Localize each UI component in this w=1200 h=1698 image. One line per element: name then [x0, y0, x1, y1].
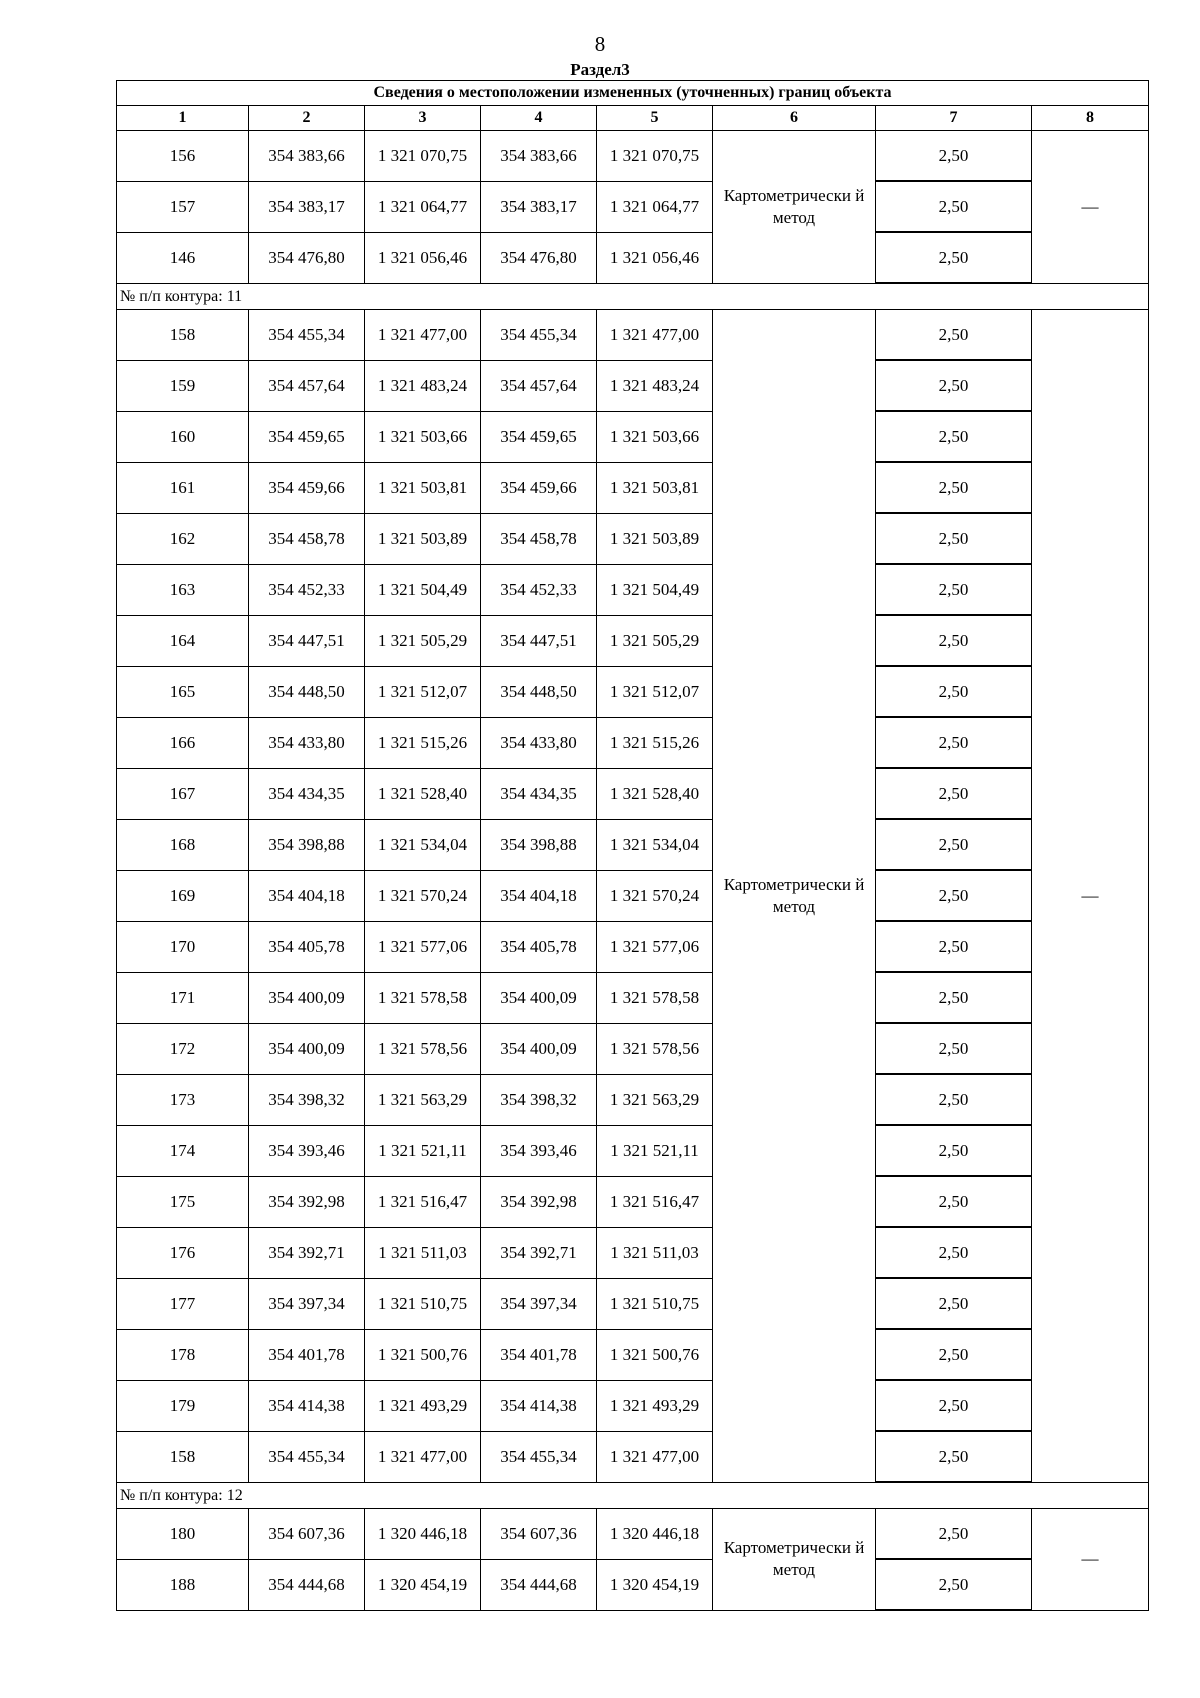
point-number-cell: 168 — [117, 819, 249, 870]
method-cell: Картометрически й метод — [713, 1509, 876, 1611]
column-8-cell: — — [1032, 310, 1149, 1483]
table-row — [117, 666, 1149, 717]
existing-y-cell: 1 321 528,40 — [365, 768, 481, 819]
refined-x-cell: 354 383,17 — [481, 181, 597, 232]
existing-x-cell: 354 392,98 — [249, 1176, 365, 1227]
column-8-cell: — — [1032, 1509, 1149, 1611]
refined-x-cell: 354 383,66 — [481, 131, 597, 182]
refined-x-cell: 354 401,78 — [481, 1329, 597, 1380]
column-header: 3 — [365, 106, 481, 131]
existing-x-cell: 354 444,68 — [249, 1559, 365, 1610]
refined-y-cell: 1 321 477,00 — [597, 310, 713, 361]
existing-x-cell: 354 459,65 — [249, 411, 365, 462]
existing-x-cell: 354 398,88 — [249, 819, 365, 870]
table-row — [117, 513, 1149, 564]
table-row — [117, 1074, 1149, 1125]
boundary-coordinates-table — [116, 80, 1149, 1611]
table-row — [117, 411, 1149, 462]
point-number-cell: 165 — [117, 666, 249, 717]
point-number-cell: 162 — [117, 513, 249, 564]
accuracy-cell: 2,50 — [876, 768, 1032, 819]
refined-x-cell: 354 452,33 — [481, 564, 597, 615]
table-row — [117, 717, 1149, 768]
column-header: 4 — [481, 106, 597, 131]
table-row — [117, 1278, 1149, 1329]
accuracy-cell: 2,50 — [876, 462, 1032, 513]
accuracy-cell: 2,50 — [876, 1023, 1032, 1074]
point-number-cell: 158 — [117, 1431, 249, 1482]
existing-x-cell: 354 405,78 — [249, 921, 365, 972]
column-header: 1 — [117, 106, 249, 131]
refined-y-cell: 1 321 503,81 — [597, 462, 713, 513]
refined-y-cell: 1 321 070,75 — [597, 131, 713, 182]
refined-y-cell: 1 321 503,66 — [597, 411, 713, 462]
existing-y-cell: 1 321 534,04 — [365, 819, 481, 870]
point-number-cell: 156 — [117, 131, 249, 182]
method-cell: Картометрически й метод — [713, 131, 876, 284]
refined-y-cell: 1 321 515,26 — [597, 717, 713, 768]
refined-x-cell: 354 433,80 — [481, 717, 597, 768]
column-header: 7 — [876, 106, 1032, 131]
existing-x-cell: 354 476,80 — [249, 232, 365, 283]
accuracy-cell: 2,50 — [876, 564, 1032, 615]
refined-y-cell: 1 321 512,07 — [597, 666, 713, 717]
table-row — [117, 819, 1149, 870]
accuracy-cell: 2,50 — [876, 1176, 1032, 1227]
existing-x-cell: 354 392,71 — [249, 1227, 365, 1278]
table-row — [117, 232, 1149, 283]
accuracy-cell: 2,50 — [876, 232, 1032, 283]
refined-x-cell: 354 459,66 — [481, 462, 597, 513]
existing-y-cell: 1 321 493,29 — [365, 1380, 481, 1431]
table-title-row — [117, 81, 1149, 106]
column-header: 8 — [1032, 106, 1149, 131]
refined-x-cell: 354 455,34 — [481, 1431, 597, 1482]
refined-y-cell: 1 320 454,19 — [597, 1559, 713, 1610]
refined-y-cell: 1 321 516,47 — [597, 1176, 713, 1227]
existing-y-cell: 1 321 477,00 — [365, 310, 481, 361]
point-number-cell: 188 — [117, 1559, 249, 1610]
existing-y-cell: 1 321 577,06 — [365, 921, 481, 972]
existing-y-cell: 1 321 516,47 — [365, 1176, 481, 1227]
point-number-cell: 157 — [117, 181, 249, 232]
existing-x-cell: 354 398,32 — [249, 1074, 365, 1125]
column-8-cell: — — [1032, 131, 1149, 284]
table-row — [117, 870, 1149, 921]
existing-x-cell: 354 400,09 — [249, 972, 365, 1023]
refined-x-cell: 354 398,32 — [481, 1074, 597, 1125]
existing-y-cell: 1 321 503,89 — [365, 513, 481, 564]
accuracy-cell: 2,50 — [876, 181, 1032, 232]
existing-y-cell: 1 321 515,26 — [365, 717, 481, 768]
refined-x-cell: 354 400,09 — [481, 1023, 597, 1074]
column-header: 6 — [713, 106, 876, 131]
column-header: 5 — [597, 106, 713, 131]
refined-y-cell: 1 321 477,00 — [597, 1431, 713, 1482]
accuracy-cell: 2,50 — [876, 1431, 1032, 1482]
table-row — [117, 1023, 1149, 1074]
refined-y-cell: 1 321 521,11 — [597, 1125, 713, 1176]
table-row — [117, 1431, 1149, 1482]
point-number-cell: 161 — [117, 462, 249, 513]
table-row — [117, 564, 1149, 615]
existing-y-cell: 1 321 503,81 — [365, 462, 481, 513]
refined-x-cell: 354 458,78 — [481, 513, 597, 564]
refined-y-cell: 1 321 578,58 — [597, 972, 713, 1023]
point-number-cell: 176 — [117, 1227, 249, 1278]
existing-x-cell: 354 607,36 — [249, 1509, 365, 1560]
existing-x-cell: 354 452,33 — [249, 564, 365, 615]
section-title: Раздел3 — [570, 60, 630, 79]
table-row — [117, 310, 1149, 361]
accuracy-cell: 2,50 — [876, 1125, 1032, 1176]
refined-x-cell: 354 607,36 — [481, 1509, 597, 1560]
existing-y-cell: 1 321 578,56 — [365, 1023, 481, 1074]
point-number-cell: 180 — [117, 1509, 249, 1560]
refined-y-cell: 1 321 510,75 — [597, 1278, 713, 1329]
existing-x-cell: 354 414,38 — [249, 1380, 365, 1431]
refined-y-cell: 1 321 577,06 — [597, 921, 713, 972]
existing-x-cell: 354 459,66 — [249, 462, 365, 513]
accuracy-cell: 2,50 — [876, 1074, 1032, 1125]
accuracy-cell: 2,50 — [876, 1278, 1032, 1329]
refined-x-cell: 354 392,98 — [481, 1176, 597, 1227]
accuracy-cell: 2,50 — [876, 360, 1032, 411]
existing-y-cell: 1 321 504,49 — [365, 564, 481, 615]
existing-x-cell: 354 383,17 — [249, 181, 365, 232]
point-number-cell: 178 — [117, 1329, 249, 1380]
refined-y-cell: 1 321 578,56 — [597, 1023, 713, 1074]
existing-y-cell: 1 321 483,24 — [365, 360, 481, 411]
refined-y-cell: 1 321 483,24 — [597, 360, 713, 411]
refined-x-cell: 354 405,78 — [481, 921, 597, 972]
existing-y-cell: 1 321 570,24 — [365, 870, 481, 921]
refined-y-cell: 1 321 563,29 — [597, 1074, 713, 1125]
refined-y-cell: 1 321 503,89 — [597, 513, 713, 564]
refined-x-cell: 354 434,35 — [481, 768, 597, 819]
point-number-cell: 160 — [117, 411, 249, 462]
table-row — [117, 1125, 1149, 1176]
accuracy-cell: 2,50 — [876, 1227, 1032, 1278]
refined-y-cell: 1 321 534,04 — [597, 819, 713, 870]
accuracy-cell: 2,50 — [876, 921, 1032, 972]
refined-x-cell: 354 457,64 — [481, 360, 597, 411]
table-row — [117, 1380, 1149, 1431]
refined-x-cell: 354 444,68 — [481, 1559, 597, 1610]
table-row — [117, 1329, 1149, 1380]
refined-y-cell: 1 321 056,46 — [597, 232, 713, 283]
refined-y-cell: 1 321 504,49 — [597, 564, 713, 615]
existing-y-cell: 1 321 505,29 — [365, 615, 481, 666]
existing-y-cell: 1 321 070,75 — [365, 131, 481, 182]
contour-label: № п/п контура: 12 — [117, 1482, 1149, 1509]
existing-y-cell: 1 321 477,00 — [365, 1431, 481, 1482]
contour-label-row — [117, 1482, 1149, 1509]
contour-label: № п/п контура: 11 — [117, 283, 1149, 310]
refined-x-cell: 354 404,18 — [481, 870, 597, 921]
existing-y-cell: 1 321 511,03 — [365, 1227, 481, 1278]
refined-x-cell: 354 448,50 — [481, 666, 597, 717]
page-number: 8 — [594, 32, 606, 56]
accuracy-cell: 2,50 — [876, 717, 1032, 768]
existing-x-cell: 354 448,50 — [249, 666, 365, 717]
accuracy-cell: 2,50 — [876, 310, 1032, 361]
accuracy-cell: 2,50 — [876, 131, 1032, 182]
existing-y-cell: 1 321 563,29 — [365, 1074, 481, 1125]
accuracy-cell: 2,50 — [876, 615, 1032, 666]
table-row — [117, 462, 1149, 513]
existing-y-cell: 1 321 578,58 — [365, 972, 481, 1023]
refined-x-cell: 354 455,34 — [481, 310, 597, 361]
point-number-cell: 177 — [117, 1278, 249, 1329]
point-number-cell: 174 — [117, 1125, 249, 1176]
point-number-cell: 159 — [117, 360, 249, 411]
contour-label-row — [117, 283, 1149, 310]
table-row — [117, 921, 1149, 972]
point-number-cell: 175 — [117, 1176, 249, 1227]
refined-y-cell: 1 321 493,29 — [597, 1380, 713, 1431]
accuracy-cell: 2,50 — [876, 1329, 1032, 1380]
existing-x-cell: 354 458,78 — [249, 513, 365, 564]
table-title: Сведения о местоположении измененных (уточненных) границ объекта — [117, 81, 1149, 106]
existing-x-cell: 354 397,34 — [249, 1278, 365, 1329]
table-row — [117, 1176, 1149, 1227]
table-row — [117, 181, 1149, 232]
existing-y-cell: 1 321 064,77 — [365, 181, 481, 232]
point-number-cell: 163 — [117, 564, 249, 615]
existing-x-cell: 354 404,18 — [249, 870, 365, 921]
existing-x-cell: 354 433,80 — [249, 717, 365, 768]
point-number-cell: 167 — [117, 768, 249, 819]
table-row — [117, 131, 1149, 182]
table-row — [117, 1559, 1149, 1610]
refined-x-cell: 354 476,80 — [481, 232, 597, 283]
table-row — [117, 972, 1149, 1023]
table-body — [117, 81, 1149, 1611]
existing-x-cell: 354 457,64 — [249, 360, 365, 411]
existing-y-cell: 1 321 503,66 — [365, 411, 481, 462]
refined-y-cell: 1 321 528,40 — [597, 768, 713, 819]
refined-y-cell: 1 321 570,24 — [597, 870, 713, 921]
existing-y-cell: 1 320 454,19 — [365, 1559, 481, 1610]
table-row — [117, 1227, 1149, 1278]
existing-x-cell: 354 455,34 — [249, 1431, 365, 1482]
existing-y-cell: 1 321 521,11 — [365, 1125, 481, 1176]
existing-x-cell: 354 400,09 — [249, 1023, 365, 1074]
existing-y-cell: 1 320 446,18 — [365, 1509, 481, 1560]
refined-y-cell: 1 320 446,18 — [597, 1509, 713, 1560]
accuracy-cell: 2,50 — [876, 870, 1032, 921]
refined-y-cell: 1 321 511,03 — [597, 1227, 713, 1278]
table-row — [117, 615, 1149, 666]
table-row — [117, 768, 1149, 819]
table-row — [117, 1509, 1149, 1560]
accuracy-cell: 2,50 — [876, 1380, 1032, 1431]
existing-x-cell: 354 401,78 — [249, 1329, 365, 1380]
refined-x-cell: 354 400,09 — [481, 972, 597, 1023]
accuracy-cell: 2,50 — [876, 666, 1032, 717]
existing-y-cell: 1 321 510,75 — [365, 1278, 481, 1329]
column-header-row — [117, 106, 1149, 131]
point-number-cell: 170 — [117, 921, 249, 972]
refined-x-cell: 354 459,65 — [481, 411, 597, 462]
point-number-cell: 166 — [117, 717, 249, 768]
existing-x-cell: 354 455,34 — [249, 310, 365, 361]
refined-x-cell: 354 392,71 — [481, 1227, 597, 1278]
existing-y-cell: 1 321 500,76 — [365, 1329, 481, 1380]
accuracy-cell: 2,50 — [876, 513, 1032, 564]
refined-x-cell: 354 393,46 — [481, 1125, 597, 1176]
existing-x-cell: 354 434,35 — [249, 768, 365, 819]
refined-x-cell: 354 414,38 — [481, 1380, 597, 1431]
refined-x-cell: 354 447,51 — [481, 615, 597, 666]
accuracy-cell: 2,50 — [876, 972, 1032, 1023]
point-number-cell: 179 — [117, 1380, 249, 1431]
method-cell: Картометрически й метод — [713, 310, 876, 1483]
point-number-cell: 146 — [117, 232, 249, 283]
existing-x-cell: 354 393,46 — [249, 1125, 365, 1176]
refined-x-cell: 354 397,34 — [481, 1278, 597, 1329]
point-number-cell: 169 — [117, 870, 249, 921]
point-number-cell: 164 — [117, 615, 249, 666]
refined-y-cell: 1 321 505,29 — [597, 615, 713, 666]
accuracy-cell: 2,50 — [876, 1509, 1032, 1560]
table-row — [117, 360, 1149, 411]
refined-y-cell: 1 321 064,77 — [597, 181, 713, 232]
column-header: 2 — [249, 106, 365, 131]
point-number-cell: 171 — [117, 972, 249, 1023]
refined-x-cell: 354 398,88 — [481, 819, 597, 870]
existing-y-cell: 1 321 056,46 — [365, 232, 481, 283]
accuracy-cell: 2,50 — [876, 1559, 1032, 1610]
existing-x-cell: 354 383,66 — [249, 131, 365, 182]
accuracy-cell: 2,50 — [876, 819, 1032, 870]
point-number-cell: 173 — [117, 1074, 249, 1125]
existing-y-cell: 1 321 512,07 — [365, 666, 481, 717]
existing-x-cell: 354 447,51 — [249, 615, 365, 666]
point-number-cell: 172 — [117, 1023, 249, 1074]
refined-y-cell: 1 321 500,76 — [597, 1329, 713, 1380]
point-number-cell: 158 — [117, 310, 249, 361]
accuracy-cell: 2,50 — [876, 411, 1032, 462]
